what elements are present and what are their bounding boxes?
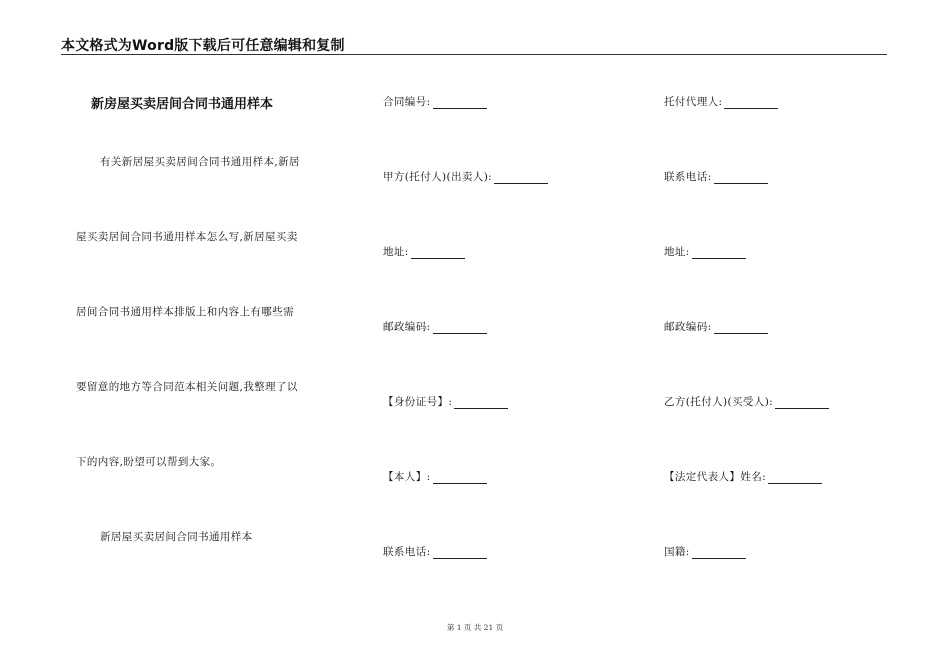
page-header [61,34,887,55]
field-label: 【身份证号】: [383,396,453,408]
document-title: 新房屋买卖居间合同书通用样本 [91,97,274,112]
postal-code-field [664,319,768,334]
blank-line [433,547,487,559]
paragraph-line: 居间合同书通用样本排版上和内容上有哪些需 [76,306,294,318]
field-label: 甲方(托付人)(出卖人): [383,171,493,183]
phone-field [383,544,487,559]
field-label: 联系电话: [383,546,431,558]
blank-line [454,397,508,409]
blank-line [692,547,746,559]
phone-field [664,169,768,184]
page-number: 第 1 页 共 21 页 [446,623,504,632]
blank-line [411,247,465,259]
address-field [383,244,465,259]
field-label: 托付代理人: [664,96,723,108]
header-text: 本文格式为Word版下载后可任意编辑和复制 [61,38,345,54]
blank-line [714,172,768,184]
blank-line [433,97,487,109]
field-label: 乙方(托付人)(买受人): [664,396,774,408]
blank-line [724,97,778,109]
blank-line [433,472,487,484]
field-label: 【本人】: [383,471,431,483]
blank-line [433,322,487,334]
field-label: 邮政编码: [664,321,712,333]
self-field [383,469,487,484]
nationality-field [664,544,746,559]
paragraph-line: 屋买卖居间合同书通用样本怎么写,新居屋买卖 [76,231,298,243]
address-field [664,244,746,259]
field-label: 合同编号: [383,96,431,108]
paragraph-line: 有关新居屋买卖居间合同书通用样本,新居 [100,156,300,168]
field-label: 地址: [383,246,409,258]
field-label: 联系电话: [664,171,712,183]
field-label: 【法定代表人】姓名: [664,471,767,483]
paragraph-line: 要留意的地方等合同范本相关问题,我整理了以 [76,381,298,393]
paragraph-line: 下的内容,盼望可以帮到大家。 [76,456,222,468]
legal-representative-field [664,469,822,484]
agent-field [664,94,778,109]
field-label: 地址: [664,246,690,258]
id-number-field [383,394,508,409]
field-label: 邮政编码: [383,321,431,333]
postal-code-field [383,319,487,334]
blank-line [692,247,746,259]
blank-line [775,397,829,409]
blank-line [714,322,768,334]
field-label: 国籍: [664,546,690,558]
party-b-field [664,394,829,409]
document-subtitle: 新居屋买卖居间合同书通用样本 [100,531,253,543]
blank-line [768,472,822,484]
blank-line [494,172,548,184]
party-a-field [383,169,548,184]
contract-number-field [383,94,487,109]
